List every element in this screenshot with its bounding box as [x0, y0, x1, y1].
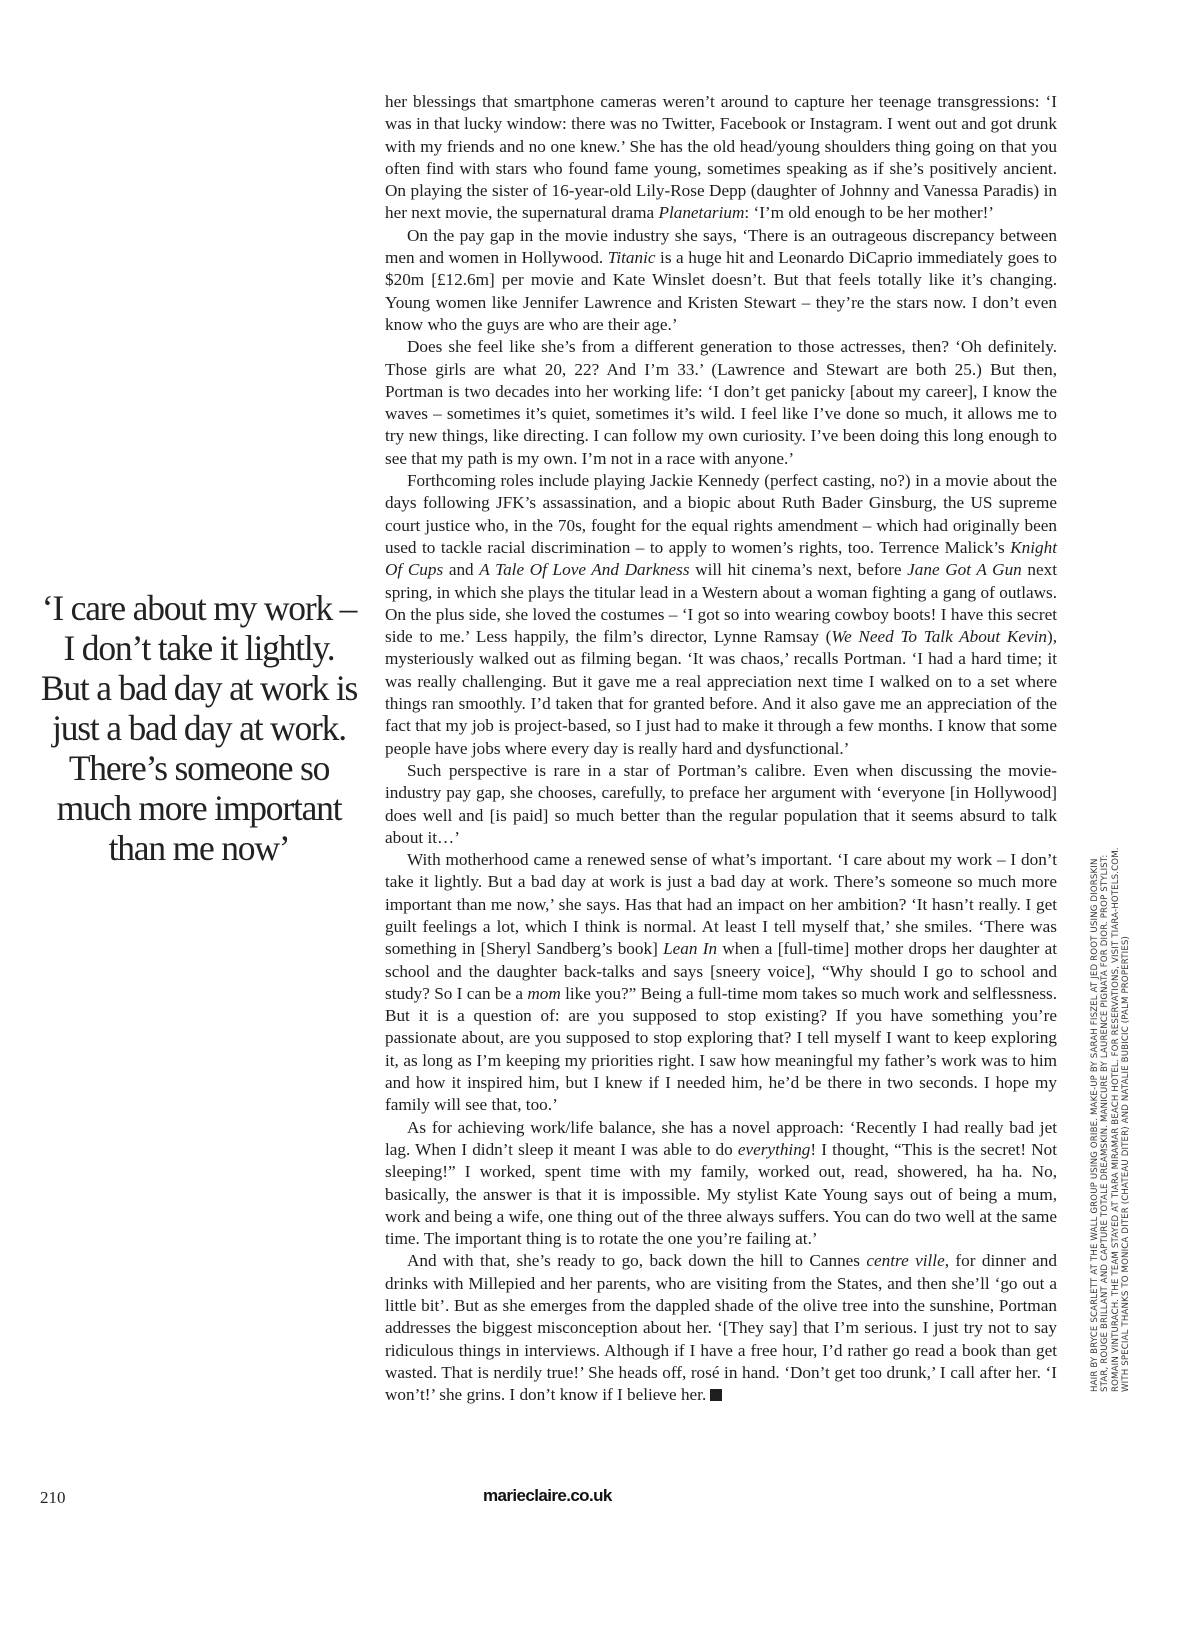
title-italic: Titanic: [607, 248, 656, 268]
title-italic: Knight Of Cups: [385, 537, 1057, 580]
article-paragraph: [385, 849, 1057, 1117]
paragraph-text: With motherhood came a renewed sense of what’s important. ‘I care about my work – I don’t take it lightly. But a bad day at work is just a bad day at work. There’s someone so much more important than me now,’ she says. Has that had an impact on her ambition? ‘It hasn’t really. I get guilt feelings a lot, which I think is normal. At least I tell myself that,’ she smiles. ‘There was something in [Sheryl Sandberg’s book]: [385, 850, 1057, 959]
paragraph-text: like you?” Being a full-time mom takes so much work and selflessness. But it is a question of: are you supposed to stop existing? If you have something you’re passionate about, are you supposed to stop exploring that? I tell myself I want to keep exploring it, as long as I’m keeping my priorities right. I saw how meaningful my father’s work was to him and how it inspired him, but I knew if I needed him, he’d be there in two seconds. I hope my family will see that, too.’: [385, 983, 1058, 1115]
article-paragraph: [385, 1117, 1057, 1251]
paragraph-text: As for achieving work/life balance, she has a novel approach: ‘Recently I had really bad jet lag. When I didn’t sleep it meant I was able to do: [385, 1117, 1057, 1159]
title-italic: Jane Got A Gun: [907, 560, 1022, 580]
paragraph-text: Forthcoming roles include playing Jackie Kennedy (perfect casting, no?) in a movie about the days following JFK’s assassination, and a biopic about Ruth Bader Ginsburg, the US supreme court justice who, in the 70s, fought for the equal rights amendment – which had originally been used to tackle racial discrimination – to apply to women’s rights, too. Terrence Malick’s: [385, 471, 1057, 557]
title-italic: We Need To Talk About Kevin: [831, 627, 1047, 647]
page-number: 210: [40, 1488, 66, 1507]
article-paragraph: [385, 91, 1057, 225]
photo-credits: [1090, 832, 1131, 1392]
credits-line: STAR, ROUGE BRILLANT AND CAPTURE TOTALE DREAMSKIN. MANICURE BY LAURENCE PIGNATA FOR DIOR. PROP STYLIST:: [1100, 854, 1111, 1392]
paragraph-text: ! I thought, “This is the secret! Not sleeping!” I worked, spent time with my family, worked out, read, showered, ha ha. No, basically, the answer is that it is impossible. My stylist Kate Young says out of being a mum, work and being a wife, one thing out of the three always suffers. You can do two well at the same time. The important thing is to rotate the one you’re failing at.’: [385, 1139, 1057, 1249]
paragraph-text: and: [443, 560, 480, 580]
paragraph-text: will hit cinema’s next, before: [689, 560, 908, 580]
paragraph-text: ), mysteriously walked out as filming began. ‘It was chaos,’ recalls Portman. ‘I had a hard time; it was really challenging. But it gave me a real appreciation next time I walked on to a set where things ran smoothly. I’d taken that for granted before. And it also gave me an appreciation of the fact that my job is project-based, so I just had to make it through a few months. I know that some people have jobs where every day is really hard and dysfunctional.’: [385, 627, 1057, 758]
paragraph-text: And with that, she’s ready to go, back down the hill to Cannes: [407, 1251, 867, 1271]
paragraph-text: is a huge hit and Leonardo DiCaprio immediately goes to $20m [£12.6m] per movie and Kate Winslet doesn’t. But that feels totally like it’s changing. Young women like Jennifer Lawrence and Kristen Stewart – they’re the stars now. I don’t even know who the guys are who are their age.’: [385, 248, 1057, 334]
emphasis-italic: everything: [737, 1139, 811, 1159]
emphasis-italic: mom: [527, 983, 561, 1003]
title-italic: Lean In: [663, 939, 718, 959]
article-paragraph: Does she feel like she’s from a different generation to those actresses, then? ‘Oh definitely. Those girls are what 20, 22? And I’m 33.’ (Lawrence and Stewart are both 25.) But then, Portman is two decades into her working life: ‘I don’t get panicky [about my career], I know the waves – sometimes it’s quiet, sometimes it’s wild. I feel like I’ve done so much, it allows me to try new things, like directing. I can follow my own curiosity. I’ve been doing this long enough to see that my path is my own. I’m not in a race with anyone.’: [385, 337, 1057, 468]
credits-line: ROMAIN VINTURACH. THE TEAM STAYED AT TIARA MIRAMAR BEACH HOTEL. FOR RESERVATIONS, VISIT TIARA-HOTELS.COM.: [1110, 847, 1121, 1392]
paragraph-text: her blessings that smartphone cameras weren’t around to capture her teenage transgressions: ‘I was in that lucky window: there was no Twitter, Facebook or Instagram. I went out and got drunk with my friends and no one knew.’ She has the old head/young shoulders thing going on that you often find with stars who found fame young, sometimes speaking as if she’s positively ancient. On playing the sister of 16-year-old Lily-Rose Depp (daughter of Johnny and Vanessa Paradis) in her next movie, the supernatural drama: [385, 92, 1057, 223]
emphasis-italic: centre ville: [866, 1251, 945, 1271]
article-paragraph: [385, 470, 1057, 760]
credits-line: WITH SPECIAL THANKS TO MONICA DITER (CHATEAU DITER) AND NATALIE BUBICIC (PALM PROPERTIES): [1120, 935, 1131, 1392]
paragraph-text: when a [full-time] mother drops her daughter at school and the daughter back-talks and says [sneery voice], “Why should I go to school and study? So I can be a: [385, 939, 1057, 1003]
paragraph-text: On the pay gap in the movie industry she says, ‘There is an outrageous discrepancy between men and women in Hollywood.: [385, 225, 1057, 268]
paragraph-text: , for dinner and drinks with Millepied and her parents, who are visiting from the States, and then she’ll ‘go out a little bit’. But as she emerges from the dappled shade of the olive tree into the sunshine, Portman addresses the biggest misconception about her. ‘[They say] that I’m serious. I just try not to say ridiculous things in interviews. Although if I have a free hour, I’d rather go read a book than get wasted. That is nerdily true!’ She heads off, rosé in hand. ‘Don’t get too drunk,’ I call after her. ‘I won’t!’ she grins. I don’t know if I believe her.: [385, 1251, 1057, 1405]
paragraph-text: : ‘I’m old enough to be her mother!’: [744, 203, 995, 223]
article-paragraph: [385, 225, 1057, 336]
title-italic: A Tale Of Love And Darkness: [479, 560, 690, 580]
credits-line: HAIR BY BRYCE SCARLETT AT THE WALL GROUP USING ORIBE. MAKE-UP BY SARAH FISZEL AT JED ROOT USING DIORSKIN: [1090, 858, 1100, 1392]
paragraph-text: next spring, in which she plays the titular lead in a Western about a woman fighting a gang of outlaws. On the plus side, she loved the costumes – ‘I got so into wearing cowboy boots! I have this secret side to me.’ Less happily, the film’s director, Lynne Ramsay (: [385, 560, 1057, 647]
site-url: marieclaire.co.uk: [483, 1486, 612, 1505]
article-paragraph: Such perspective is rare in a star of Portman’s calibre. Even when discussing the movie-industry pay gap, she chooses, carefully, to preface her argument with ‘everyone [in Hollywood] does well and [is paid] so much better than the regular population that it seems absurd to talk about it…’: [385, 760, 1057, 847]
pull-quote: ‘I care about my work – I don’t take it lightly. But a bad day at work is just a bad day at work. There’s someone so much more important than me now’: [40, 588, 358, 868]
end-mark-icon: [710, 1389, 722, 1401]
title-italic: Planetarium: [658, 203, 745, 223]
article-body: [385, 91, 1057, 1407]
article-paragraph: [385, 1250, 1057, 1406]
